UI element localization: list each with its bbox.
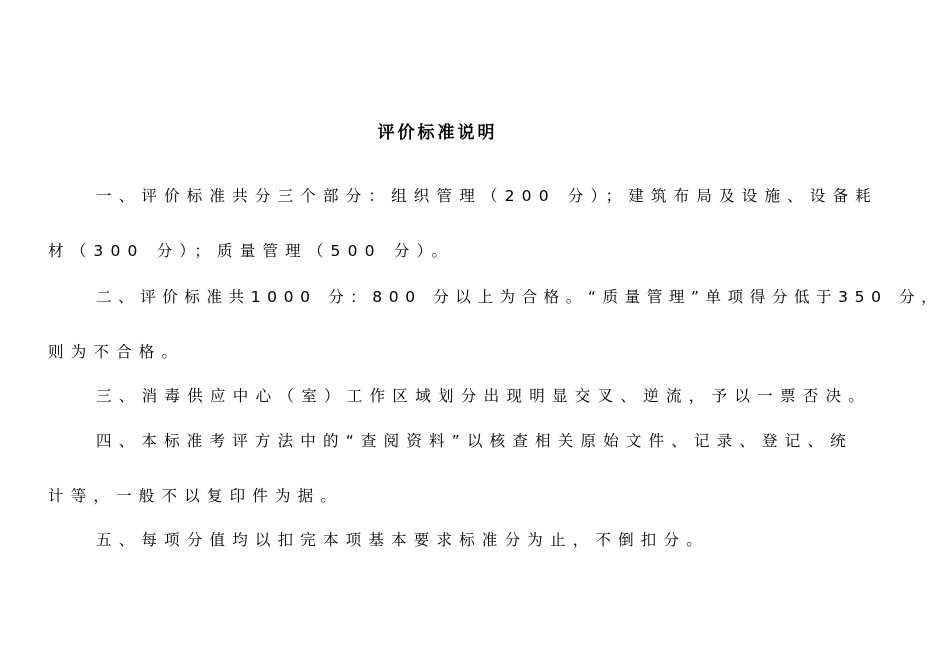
- paragraph-1-line-2: 材（300 分）；质量管理（500 分）。: [48, 242, 455, 260]
- paragraph-2-line-1: 二、评价标准共1000 分：800 分以上为合格。“质量管理”单项得分低于350 分，: [96, 288, 944, 306]
- paragraph-5-line-1: 五、每项分值均以扣完本项基本要求标准分为止，不倒扣分。: [96, 531, 709, 549]
- document-title: 评价标准说明: [377, 123, 498, 143]
- paragraph-3-line-1: 三、消毒供应中心（室）工作区域划分出现明显交叉、逆流，予以一票否决。: [96, 387, 872, 405]
- paragraph-4-line-1: 四、本标准考评方法中的“查阅资料”以核查相关原始文件、记录、登记、统: [96, 432, 853, 450]
- paragraph-4-line-2: 计等，一般不以复印件为据。: [48, 487, 344, 505]
- paragraph-2-line-2: 则为不合格。: [48, 343, 185, 361]
- paragraph-1-line-1: 一、评价标准共分三个部分：组织管理（200 分）；建筑布局及设施、设备耗: [96, 187, 878, 205]
